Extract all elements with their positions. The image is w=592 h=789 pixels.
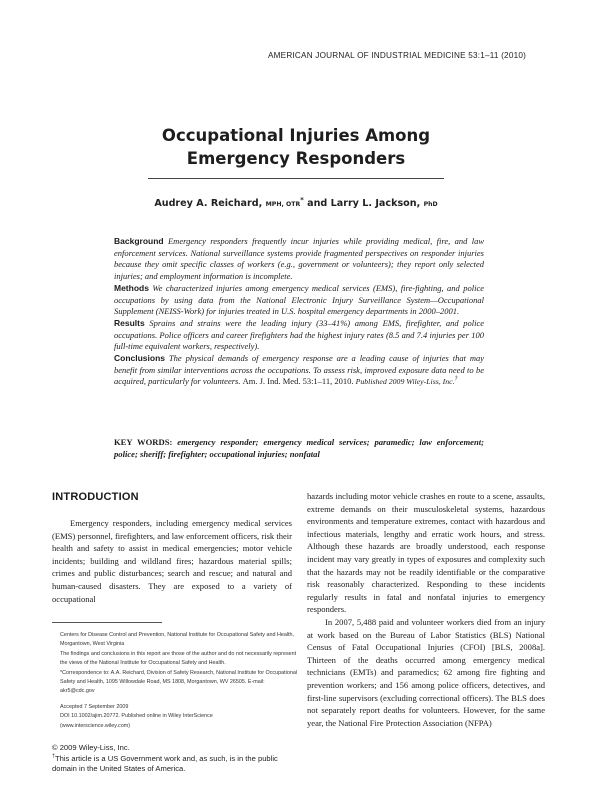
title-divider	[148, 178, 444, 179]
disclaimer-note: The findings and conclusions in this report are those of the author and do not necessarily represent the views of the National Institute for Occupational Safety and Health.	[60, 650, 297, 667]
published-note: Published 2009 Wiley-Liss, Inc.	[355, 377, 455, 387]
methods-text: We characterized injuries among emergency medical services (EMS), fire-fighting, and police occupations by using data from the National Electronic Injury Surveillance System—Occupational Supplement (NEISS-Work) for injuries treated in U.S. hospital emergency departments in 2000–2001.	[114, 282, 484, 317]
abstract-results	[114, 318, 484, 353]
copyright-block	[52, 743, 292, 775]
conclusions-label: Conclusions	[114, 353, 166, 364]
article-title	[60, 124, 532, 170]
background-label: Background	[114, 236, 164, 246]
left-column	[52, 517, 292, 605]
author-2-name: Larry L. Jackson,	[330, 198, 421, 209]
public-domain-note	[52, 754, 292, 775]
published-mark: †	[454, 376, 458, 383]
author-line	[60, 195, 532, 209]
footnote-divider	[52, 622, 162, 623]
title-line-1: Occupational Injuries Among	[161, 126, 431, 145]
abstract-conclusions	[114, 353, 484, 388]
keywords-list: emergency responder; emergency medical services; paramedic; law enforcement; police; sheriff; firefighter; occupational injuries; nonfatal	[114, 437, 484, 459]
public-domain-text: This article is a US Government work and, as such, is in the public domain in the United States of America.	[52, 753, 278, 773]
public-domain-mark: †	[52, 752, 55, 759]
intro-paragraph-1: Emergency responders, including emergency medical services (EMS) personnel, firefighters, and law enforcement officers, risk their health and safety to assist in medical emergencies; motor vehicle incidents; building and wildland fires; hazardous material spills; crimes and public disturbances; search and rescue; and natural and human-caused disasters. They are exposed to a variety of occupational	[52, 518, 292, 604]
intro-paragraph-2: hazards including motor vehicle crashes en route to a scene, assaults, extreme demands on their musculoskeletal systems, hazardous environments and temperature extremes, contact with hazardous and infectious materials, lengthy and erratic work hours, and stress. Although these hazards are broadly understood, each response incident may vary greatly in types of exposures and complexity such that the hazards may not be readily identifiable or the comparative risk reasonably characterized. Responding to these incidents regularly results in fatal and nonfatal injuries to emergency responders.	[307, 491, 545, 615]
correspondence-note: *Correspondence to: A.A. Reichard, Division of Safety Research, National Institute for Occupational Safety and Health, 1095 Willowdale Road, MS 1808, Morgantown, WV 26505. E-mail: akr5@cdc.gov	[60, 669, 298, 695]
keywords-label: KEY WORDS:	[114, 437, 173, 447]
doi-note: DOI 10.1002/ajim.20772. Published online in Wiley InterScience	[60, 713, 213, 720]
journal-citation-inline: Am. J. Ind. Med. 53:1–11, 2010.	[242, 376, 354, 387]
section-heading-introduction: INTRODUCTION	[52, 491, 139, 503]
title-line-2: Emergency Responders	[186, 149, 406, 168]
background-text: Emergency responders frequently incur injuries while providing medical, fire, and law enforcement services. National surveillance systems provide fragmented perspectives on responder injuries because they omit specific classes of workers (e.g., government or volunteers); they report only selected injuries; and employment information is incomplete.	[114, 236, 485, 282]
author-1-credentials: MPH, OTR	[265, 201, 301, 208]
journal-header	[268, 51, 546, 60]
methods-label: Methods	[114, 282, 149, 293]
copyright-line: © 2009 Wiley-Liss, Inc.	[52, 743, 130, 752]
keywords	[114, 437, 484, 460]
accepted-date: Accepted 7 September 2009	[60, 704, 129, 710]
abstract-methods	[114, 283, 484, 318]
abstract-background	[114, 236, 484, 283]
author-1-name: Audrey A. Reichard,	[154, 198, 263, 209]
author-1-mark: *	[300, 195, 304, 204]
results-label: Results	[114, 317, 145, 328]
abstract	[114, 236, 484, 388]
results-text: Sprains and strains were the leading injury (33–41%) among EMS, firefighter, and police occupations. Police officers and career firefighters had the highest injury rates (8.5 and 7.4 injuries per 100 full-time equivalent workers, respectively).	[114, 317, 485, 352]
author-connector: and	[307, 198, 328, 209]
footnotes	[60, 631, 300, 697]
right-column	[307, 490, 545, 729]
affiliation-note: Centers for Disease Control and Prevention, National Institute for Occupational Safety and Health, Morgantown, West Virginia	[60, 632, 295, 648]
publication-info	[60, 703, 300, 731]
journal-citation: AMERICAN JOURNAL OF INDUSTRIAL MEDICINE 53:1–11 (2010)	[268, 51, 527, 60]
site-note: (www.interscience.wiley.com)	[60, 722, 130, 729]
conclusions-text: The physical demands of emergency response are a leading cause of injuries that may benefit from similar interventions across the occupations. To assess risk, improved exposure data need to be acquired, particularly for volunteers.	[114, 353, 485, 387]
intro-paragraph-3: In 2007, 5,488 paid and volunteer workers died from an injury at work based on the Bureau of Labor Statistics (BLS) National Census of Fatal Occupational Injuries (CFOI) [BLS, 2008a]. Thirteen of the deaths occurred among emergency medical technicians (EMTs) and paramedics; 62 among fire fighting and prevention workers; and 156 among police officers, detectives, and first-line supervisors (excluding correctional officers). The BLS does not separately report deaths for volunteers. However, for the same year, the National Fire Protection Association (NFPA)	[307, 616, 545, 728]
author-2-credentials: PhD	[423, 201, 438, 208]
